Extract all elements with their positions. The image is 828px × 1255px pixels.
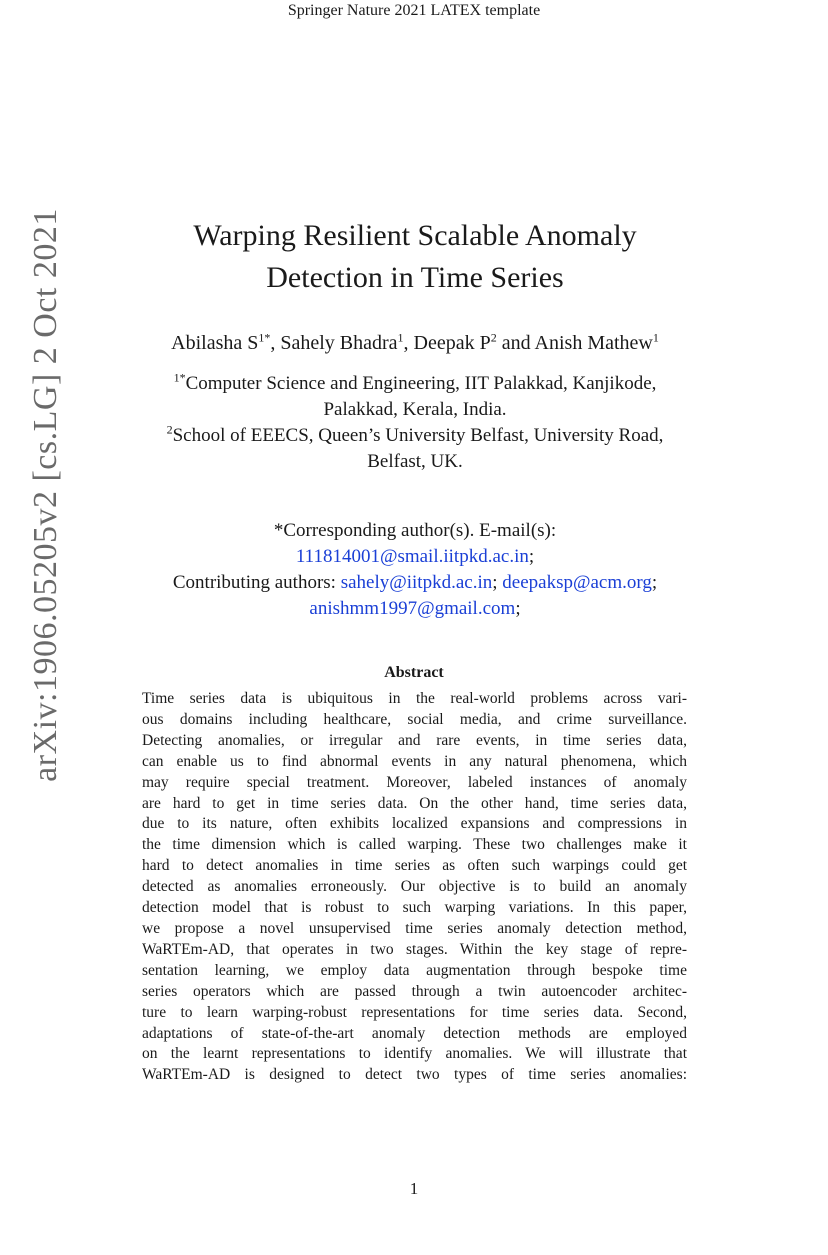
abstract-line: Detecting anomalies, or irregular and rare events, in time series data, bbox=[142, 731, 687, 749]
author-separator: , bbox=[403, 332, 414, 354]
abstract-line: are hard to get in time series data. On the other hand, time series data, bbox=[142, 794, 687, 812]
abstract-line: may require special treatment. Moreover, labeled instances of anomaly bbox=[142, 773, 687, 791]
author-list bbox=[60, 332, 770, 355]
author-name: Anish Mathew bbox=[534, 332, 653, 354]
contributing-label: Contributing authors: bbox=[172, 572, 336, 593]
author-affil-sup: 1* bbox=[258, 330, 271, 345]
abstract-line: WaRTEm-AD, that operates in two stages. Within the key stage of repre- bbox=[142, 940, 687, 958]
affiliation-sup: 2 bbox=[166, 422, 173, 437]
affiliation-1 bbox=[110, 371, 720, 423]
abstract-line: detection model that is robust to such warping variations. In this paper, bbox=[142, 899, 687, 917]
author-separator: and bbox=[496, 332, 535, 354]
contrib-email-link[interactable]: deepaksp@acm.org bbox=[502, 572, 652, 593]
corresponding-email-link[interactable]: 111814001@smail.iitpkd.ac.in bbox=[295, 546, 529, 567]
author-affil-sup: 1 bbox=[397, 330, 404, 345]
abstract-line: we propose a novel unsupervised time series anomaly detection method, bbox=[142, 919, 687, 937]
abstract-line: hard to detect anomalies in time series as often such warpings could get bbox=[142, 857, 687, 875]
abstract-line: sentation learning, we employ data augmentation through bespoke time bbox=[142, 961, 687, 979]
author-name: Abilasha S bbox=[171, 332, 259, 354]
correspondence-block: *Corresponding author(s). E-mail(s): 111814001@smail.iitpkd.ac.in; Contributing authors: sahely@iitpkd.ac.in; deepaksp@acm.org; anishmm1997@gmail.com; bbox=[172, 520, 658, 619]
author-affil-sup: 1 bbox=[652, 330, 659, 345]
abstract-line: on the learnt representations to identify anomalies. We will illustrate that bbox=[142, 1045, 687, 1063]
abstract-heading: Abstract bbox=[384, 664, 444, 681]
abstract-line: adaptations of state-of-the-art anomaly detection methods are employed bbox=[142, 1024, 687, 1042]
paper-title bbox=[100, 215, 730, 299]
title-line-1: Warping Resilient Scalable Anomaly bbox=[193, 219, 637, 252]
affiliation-line: Palakkad, Kerala, India. bbox=[323, 399, 507, 420]
abstract-line: the time dimension which is called warping. These two challenges make it bbox=[142, 836, 687, 854]
abstract-line: detected as anomalies erroneously. Our objective is to build an anomaly bbox=[142, 878, 687, 896]
arxiv-identifier-text: arXiv:1906.05205v2 [cs.LG] 2 Oct 2021 bbox=[27, 207, 64, 782]
author-name: Deepak P bbox=[413, 332, 491, 354]
page-number: 1 bbox=[409, 1179, 419, 1198]
contrib-email-link[interactable]: anishmm1997@gmail.com bbox=[309, 598, 516, 619]
affiliation-line: Belfast, UK. bbox=[367, 451, 463, 472]
author-separator: , bbox=[270, 332, 281, 354]
abstract-line: WaRTEm-AD is designed to detect two types of time series anomalies: bbox=[142, 1066, 687, 1084]
abstract-line: series operators which are passed through a twin autoencoder architec- bbox=[142, 982, 687, 1000]
author-name: Sahely Bhadra bbox=[280, 332, 398, 354]
contrib-email-link[interactable]: sahely@iitpkd.ac.in bbox=[340, 572, 493, 593]
abstract-line: Time series data is ubiquitous in the real-world problems across vari- bbox=[142, 690, 687, 707]
abstract-line: ture to learn warping-robust representations for time series data. Second, bbox=[142, 1003, 687, 1021]
abstract-line: can enable us to find abnormal events in any natural phenomena, which bbox=[142, 752, 687, 770]
arxiv-identifier bbox=[22, 179, 70, 810]
affiliation-sup: 1* bbox=[173, 370, 186, 385]
abstract-body bbox=[142, 689, 687, 1086]
affiliation-line: Computer Science and Engineering, IIT Palakkad, Kanjikode, bbox=[185, 373, 657, 394]
affiliation-line: School of EEECS, Queen’s University Belfast, University Road, bbox=[172, 425, 664, 446]
abstract-line: ous domains including healthcare, social media, and crime surveillance. bbox=[142, 710, 687, 728]
affiliation-2 bbox=[110, 423, 720, 475]
abstract-line: due to its nature, often exhibits localized expansions and compressions in bbox=[142, 815, 687, 833]
running-header: Springer Nature 2021 LATEX template bbox=[287, 2, 541, 19]
author-affil-sup: 2 bbox=[490, 330, 497, 345]
title-line-2: Detection in Time Series bbox=[266, 261, 564, 294]
corresponding-label: *Corresponding author(s). E-mail(s): bbox=[273, 520, 557, 541]
